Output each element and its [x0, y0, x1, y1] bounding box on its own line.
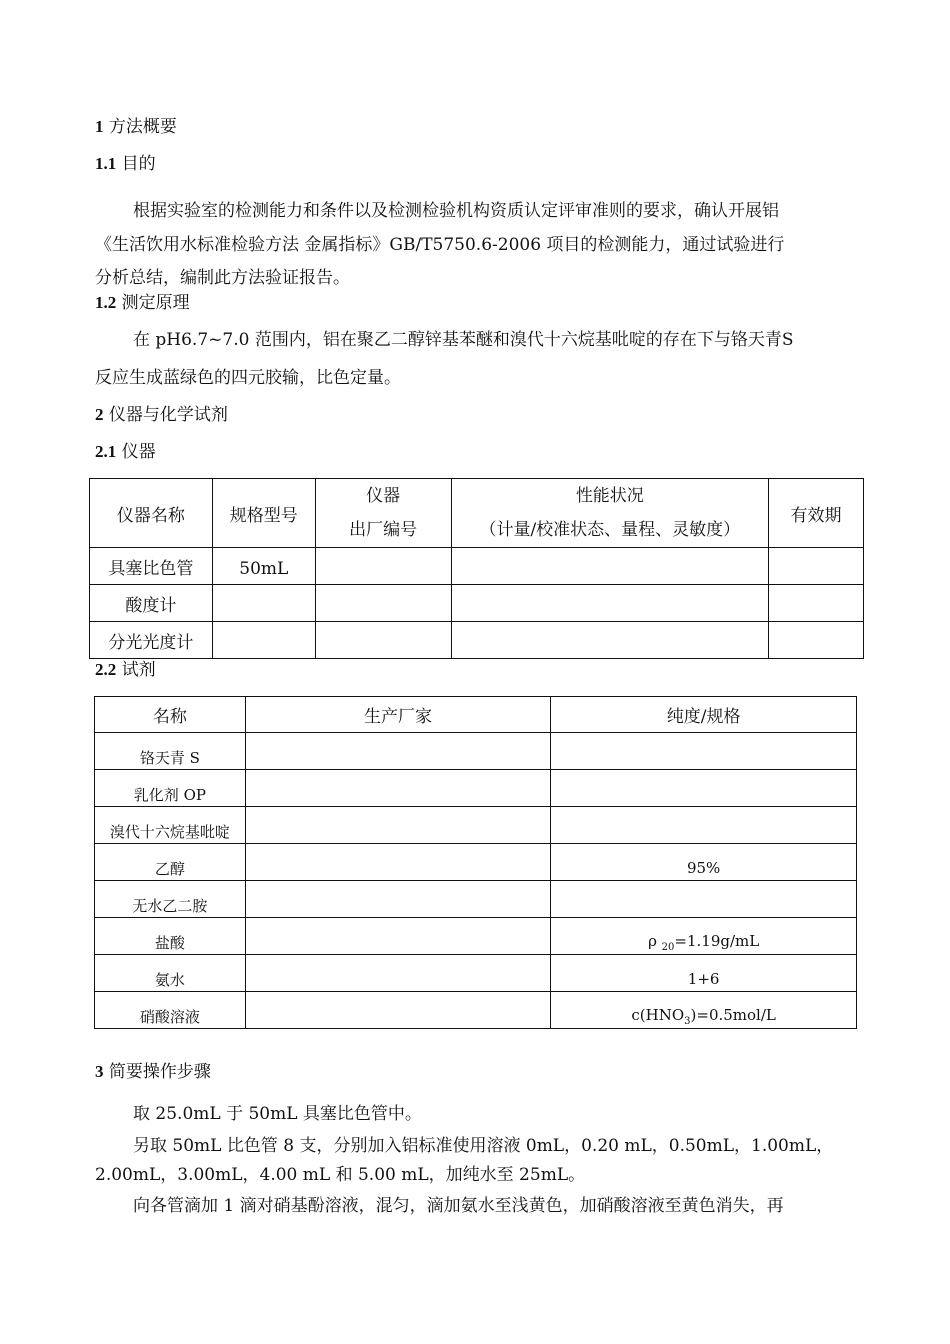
cell-manufacturer — [245, 955, 551, 992]
table-row — [90, 548, 864, 585]
step-paragraph-1: 取 25.0mL 于 50mL 具塞比色管中。 — [133, 1104, 422, 1124]
section-title: 方法概要 — [108, 117, 177, 137]
section-number: 1 — [95, 117, 104, 136]
table-row — [90, 622, 864, 659]
cell-performance — [451, 622, 769, 659]
cell-name: 无水乙二胺 — [95, 881, 246, 918]
table-header-row — [95, 697, 857, 733]
cell-manufacturer — [245, 807, 551, 844]
cell-name: 乳化剂 OP — [95, 770, 246, 807]
header-manufacturer: 生产厂家 — [245, 697, 551, 733]
section-2-heading — [95, 405, 228, 425]
purity-subscript: 20 — [661, 941, 675, 953]
cell-name: 硝酸溶液 — [95, 992, 246, 1029]
purity-suffix: )=0.5mol/L — [690, 1005, 776, 1024]
cell-name: 具塞比色管 — [90, 548, 213, 585]
section-title: 试剂 — [121, 660, 156, 680]
section-1-2-heading — [95, 293, 190, 313]
cell-manufacturer — [245, 881, 551, 918]
principle-line-2: 反应生成蓝绿色的四元胶输，比色定量。 — [95, 368, 401, 388]
purpose-line-2: 《生活饮用水标准检验方法 金属指标》GB/T5750.6-2006 项目的检测能力，通过试验进行 — [95, 235, 785, 255]
cell-validity — [769, 548, 864, 585]
section-number: 3 — [95, 1062, 104, 1081]
cell-name: 溴代十六烷基吡啶 — [95, 807, 246, 844]
table-row — [95, 918, 857, 955]
cell-serial — [315, 622, 451, 659]
section-number: 2.2 — [95, 660, 117, 679]
table-row — [95, 770, 857, 807]
section-title: 目的 — [121, 154, 156, 174]
table-header-row — [90, 479, 864, 548]
table-row — [95, 992, 857, 1029]
cell-name: 分光光度计 — [90, 622, 213, 659]
cell-serial — [315, 548, 451, 585]
instrument-table — [89, 478, 864, 659]
cell-validity — [769, 585, 864, 622]
cell-model — [212, 622, 315, 659]
header-serial-line-2: 出厂编号 — [349, 520, 418, 540]
section-title: 测定原理 — [121, 293, 190, 313]
cell-name: 乙醇 — [95, 844, 246, 881]
reagent-table — [94, 696, 857, 1029]
cell-manufacturer — [245, 992, 551, 1029]
cell-serial — [315, 585, 451, 622]
section-2-1-heading — [95, 442, 156, 462]
section-1-1-heading — [95, 154, 156, 174]
section-title: 仪器与化学试剂 — [103, 405, 228, 425]
cell-purity — [551, 881, 857, 918]
cell-name: 铬天青 S — [95, 733, 246, 770]
header-performance — [451, 479, 769, 548]
header-reagent-name: 名称 — [95, 697, 246, 733]
step-paragraph-2-line-2: 2.00mL，3.00mL，4.00 mL 和 5.00 mL，加纯水至 25mL。 — [95, 1165, 586, 1185]
table-row — [95, 733, 857, 770]
step-paragraph-3: 向各管滴加 1 滴对硝基酚溶液，混匀，滴加氨水至浅黄色，加硝酸溶液至黄色消失，再 — [133, 1196, 784, 1216]
cell-model — [212, 585, 315, 622]
purpose-line-1: 根据实验室的检测能力和条件以及检测检验机构资质认定评审准则的要求，确认开展铝 — [133, 201, 779, 221]
section-number: 1.2 — [95, 293, 117, 312]
purpose-line-3: 分析总结，编制此方法验证报告。 — [95, 268, 350, 288]
header-validity: 有效期 — [769, 479, 864, 548]
header-performance-line-1: 性能状况 — [575, 486, 644, 506]
header-serial — [315, 479, 451, 548]
cell-manufacturer — [245, 733, 551, 770]
cell-model: 50mL — [212, 548, 315, 585]
cell-manufacturer — [245, 918, 551, 955]
table-row — [90, 585, 864, 622]
section-title: 仪器 — [121, 442, 156, 462]
table-row — [95, 881, 857, 918]
purity-subscript: 3 — [684, 1015, 691, 1027]
cell-purity — [551, 807, 857, 844]
section-number: 1.1 — [95, 154, 117, 173]
header-model: 规格型号 — [212, 479, 315, 548]
section-number: 2 — [95, 405, 104, 424]
table-row — [95, 844, 857, 881]
header-purity: 纯度/规格 — [551, 697, 857, 733]
section-title: 简要操作步骤 — [108, 1062, 211, 1082]
section-3-heading — [95, 1062, 211, 1082]
cell-purity — [551, 992, 857, 1029]
cell-manufacturer — [245, 770, 551, 807]
cell-purity — [551, 733, 857, 770]
purity-prefix: c(HNO — [631, 1005, 685, 1024]
purity-suffix: =1.19g/mL — [674, 931, 760, 950]
section-2-2-heading — [95, 660, 156, 680]
cell-performance — [451, 585, 769, 622]
header-serial-line-1: 仪器 — [366, 486, 401, 506]
cell-manufacturer — [245, 844, 551, 881]
table-row — [95, 955, 857, 992]
table-row — [95, 807, 857, 844]
header-instrument-name: 仪器名称 — [90, 479, 213, 548]
cell-purity — [551, 918, 857, 955]
purity-prefix: ρ — [648, 931, 662, 950]
cell-purity: 1+6 — [551, 955, 857, 992]
section-1-heading — [95, 117, 177, 137]
cell-name: 盐酸 — [95, 918, 246, 955]
cell-name: 氨水 — [95, 955, 246, 992]
cell-purity: 95% — [551, 844, 857, 881]
cell-performance — [451, 548, 769, 585]
cell-validity — [769, 622, 864, 659]
cell-name: 酸度计 — [90, 585, 213, 622]
cell-purity — [551, 770, 857, 807]
principle-line-1: 在 pH6.7~7.0 范围内，铝在聚乙二醇锌基苯醚和溴代十六烷基吡啶的存在下与铬天青S — [133, 330, 794, 350]
section-number: 2.1 — [95, 442, 117, 461]
header-performance-line-2: （计量/校准状态、量程、灵敏度） — [479, 520, 741, 540]
step-paragraph-2-line-1: 另取 50mL 比色管 8 支，分别加入铝标准使用溶液 0mL，0.20 mL，0.50mL，1.00mL， — [133, 1136, 834, 1156]
